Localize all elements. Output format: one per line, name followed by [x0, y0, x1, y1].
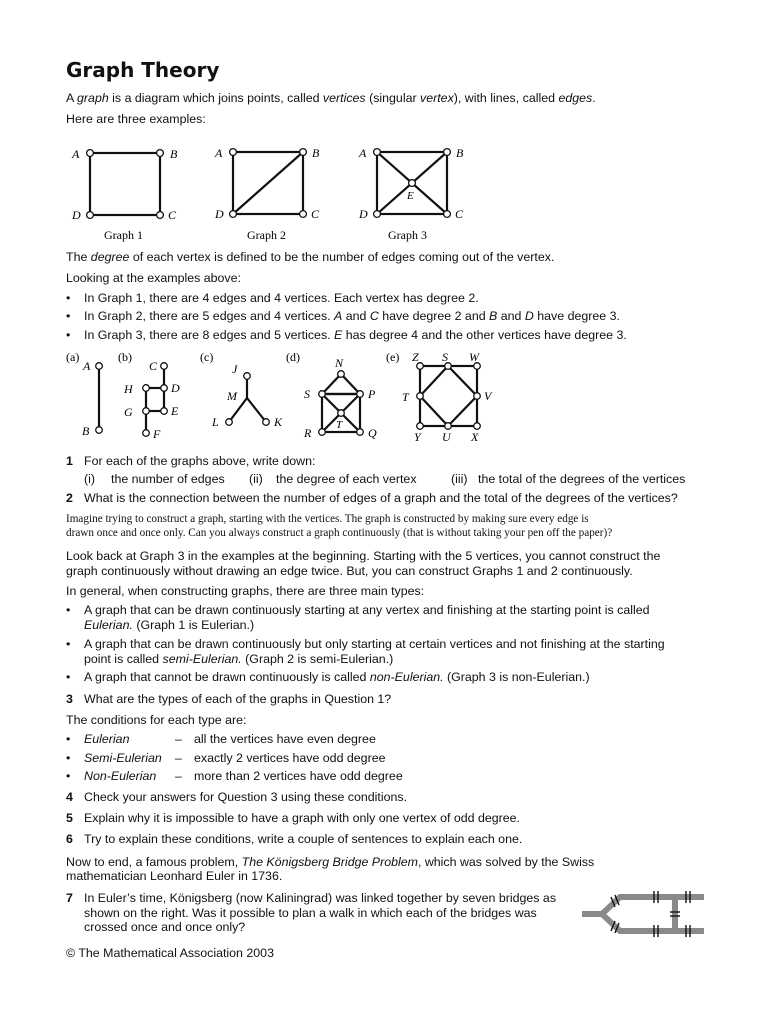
- lookback-line-1: Look back at Graph 3 in the examples at the beginning. Starting with the 5 vertices, you cannot construct the: [66, 549, 661, 563]
- graph-e-label-y: Y: [414, 430, 421, 444]
- graph-1-vertices: [87, 150, 164, 219]
- graph-d-label-p: P: [368, 387, 376, 401]
- graph-2-label-d: D: [215, 207, 224, 221]
- graph-e-label-t: T: [402, 390, 409, 404]
- bullet: •: [66, 603, 71, 617]
- graph-1-label-d: D: [72, 208, 81, 222]
- graph-b-tag: (b): [118, 350, 132, 364]
- q1-part-i-num: (i): [84, 472, 96, 486]
- types-bullet-1-line-2: Eulerian. (Graph 1 is Eulerian.): [84, 618, 255, 632]
- q6-number: 6: [66, 832, 73, 846]
- q1-part-iii: the total of the degrees of the vertices: [478, 472, 686, 486]
- bullet: •: [66, 751, 71, 765]
- graph-e-label-v: V: [484, 389, 492, 403]
- famous-line-2: mathematician Leonhard Euler in 1736.: [66, 869, 283, 883]
- graph-d-label-n: N: [335, 356, 344, 370]
- graph-2-label-b: B: [312, 146, 320, 160]
- graph-2-caption: Graph 2: [247, 228, 286, 242]
- graph-2-label-c: C: [311, 207, 320, 221]
- graph-3-label-a: A: [359, 146, 367, 160]
- graph-c-label-l: L: [212, 415, 219, 429]
- graph-a-label-a: A: [83, 359, 91, 373]
- condition-dash: –: [175, 751, 182, 765]
- page-title: Graph Theory: [66, 58, 220, 82]
- q1-part-iii-num: (iii): [451, 472, 468, 486]
- q3-text: What are the types of each of the graphs in Question 1?: [84, 692, 392, 706]
- q7-line-3: crossed once and once only?: [84, 920, 246, 934]
- graph-e-label-x: X: [471, 430, 479, 444]
- degree-lead: Looking at the examples above:: [66, 271, 241, 285]
- q2-number: 2: [66, 491, 73, 505]
- q7-line-1: In Euler’s time, Königsberg (now Kaliningrad) was linked together by seven bridges as: [84, 891, 557, 905]
- q1-text: For each of the graphs above, write down:: [84, 454, 316, 468]
- intro-line-1: A graph is a diagram which joins points, called vertices (singular vertex), with lines, called edges.: [66, 91, 596, 105]
- graph-e-label-z: Z: [412, 350, 419, 364]
- q4-number: 4: [66, 790, 73, 804]
- graph-3-label-d: D: [359, 207, 368, 221]
- condition-name: Non-Eulerian: [84, 769, 157, 783]
- graph-c-tag: (c): [200, 350, 214, 364]
- graph-b-label-c: C: [149, 359, 158, 373]
- exercise-graphs: [60, 346, 510, 446]
- graph-a-label-b: B: [82, 424, 90, 438]
- condition-dash: –: [175, 769, 182, 783]
- bullet: •: [66, 732, 71, 746]
- graph-1: [90, 153, 160, 215]
- degree-definition: The degree of each vertex is defined to be the number of edges coming out of the vertex.: [66, 250, 555, 264]
- graph-1-label-c: C: [168, 208, 177, 222]
- graph-3-caption: Graph 3: [388, 228, 427, 242]
- q5-number: 5: [66, 811, 73, 825]
- q1-part-i: the number of edges: [111, 472, 225, 486]
- graph-1-label-a: A: [72, 147, 80, 161]
- graph-b-label-h: H: [124, 382, 133, 396]
- types-bullet-1-line-1: A graph that can be drawn continuously starting at any vertex and finishing at the starting point is called: [84, 603, 650, 617]
- graph-d-label-s: S: [304, 387, 310, 401]
- graph-2: [233, 152, 303, 214]
- bullet: •: [66, 309, 71, 323]
- graph-e-label-w: W: [469, 350, 479, 364]
- q7-number: 7: [66, 891, 73, 905]
- bullet: •: [66, 291, 71, 305]
- graph-b-label-g: G: [124, 405, 133, 419]
- types-bullet-3: A graph that cannot be drawn continuously is called non-Eulerian. (Graph 3 is non-Eulerian.): [84, 670, 590, 684]
- degree-bullet-3: In Graph 3, there are 8 edges and 5 vertices. E has degree 4 and the other vertices have degree 3.: [84, 328, 627, 342]
- types-bullet-2-line-1: A graph that can be drawn continuously but only starting at certain vertices and not finishing at the starting: [84, 637, 665, 651]
- graph-a-tag: (a): [66, 350, 80, 364]
- graph-d-tag: (d): [286, 350, 300, 364]
- graph-b-label-e: E: [171, 404, 179, 418]
- bullet: •: [66, 769, 71, 783]
- graph-1-label-b: B: [170, 147, 178, 161]
- famous-line-1: Now to end, a famous problem, The Königsberg Bridge Problem, which was solved by the Swiss: [66, 855, 595, 869]
- conditions-intro: The conditions for each type are:: [66, 713, 247, 727]
- lookback-line-2: graph continuously without drawing an edge twice. But, you can construct Graphs 1 and 2 continuously.: [66, 564, 633, 578]
- graph-e-label-u: U: [442, 430, 451, 444]
- copyright-footer: © The Mathematical Association 2003: [66, 946, 274, 960]
- graph-e-label-s: S: [442, 350, 448, 364]
- bullet: •: [66, 670, 71, 684]
- graph-d-label-q: Q: [368, 426, 377, 440]
- condition-desc: all the vertices have even degree: [194, 732, 376, 746]
- example-graphs: [60, 140, 480, 245]
- q4-text: Check your answers for Question 3 using these conditions.: [84, 790, 408, 804]
- degree-bullet-2: In Graph 2, there are 5 edges and 4 vertices. A and C have degree 2 and B and D have degree 3.: [84, 309, 620, 323]
- konigsberg-bridges-figure: [580, 885, 710, 943]
- bullet: •: [66, 328, 71, 342]
- graph-d-label-t: T: [336, 419, 343, 431]
- imagine-line-2: drawn once and once only. Can you always construct a graph continuously (that is without taking your pen off the paper)?: [66, 527, 613, 539]
- graph-c-label-j: J: [232, 362, 238, 376]
- graph-3-label-c: C: [455, 207, 464, 221]
- degree-bullet-1: In Graph 1, there are 4 edges and 4 vertices. Each vertex has degree 2.: [84, 291, 479, 305]
- condition-desc: more than 2 vertices have odd degree: [194, 769, 403, 783]
- types-intro: In general, when constructing graphs, there are three main types:: [66, 584, 425, 598]
- graph-c-label-m: M: [227, 389, 237, 403]
- graph-2-label-a: A: [215, 146, 223, 160]
- imagine-line-1: Imagine trying to construct a graph, starting with the vertices. The graph is constructed by making sure every edge is: [66, 513, 589, 525]
- condition-desc: exactly 2 vertices have odd degree: [194, 751, 386, 765]
- q5-text: Explain why it is impossible to have a graph with only one vertex of odd degree.: [84, 811, 520, 825]
- graph-b-label-d: D: [171, 381, 180, 395]
- q2-text: What is the connection between the number of edges of a graph and the total of the degrees of the vertices?: [84, 491, 678, 505]
- q1-part-ii: the degree of each vertex: [276, 472, 417, 486]
- bullet: •: [66, 637, 71, 651]
- graph-3-label-b: B: [456, 146, 464, 160]
- graph-e-tag: (e): [386, 350, 400, 364]
- graph-d-label-r: R: [304, 426, 312, 440]
- graph-1-caption: Graph 1: [104, 228, 143, 242]
- types-bullet-2-line-2: point is called semi-Eulerian. (Graph 2 is semi-Eulerian.): [84, 652, 394, 666]
- condition-name: Eulerian: [84, 732, 130, 746]
- condition-name: Semi-Eulerian: [84, 751, 162, 765]
- intro-line-2: Here are three examples:: [66, 112, 206, 126]
- condition-dash: –: [175, 732, 182, 746]
- q7-line-2: shown on the right. Was it possible to plan a walk in which each of the bridges was: [84, 906, 537, 920]
- q1-number: 1: [66, 454, 73, 468]
- q6-text: Try to explain these conditions, write a couple of sentences to explain each one.: [84, 832, 523, 846]
- graph-c-label-k: K: [274, 415, 283, 429]
- q3-number: 3: [66, 692, 73, 706]
- graph-b-label-f: F: [153, 427, 161, 441]
- q1-part-ii-num: (ii): [249, 472, 263, 486]
- graph-3-label-e: E: [407, 190, 414, 202]
